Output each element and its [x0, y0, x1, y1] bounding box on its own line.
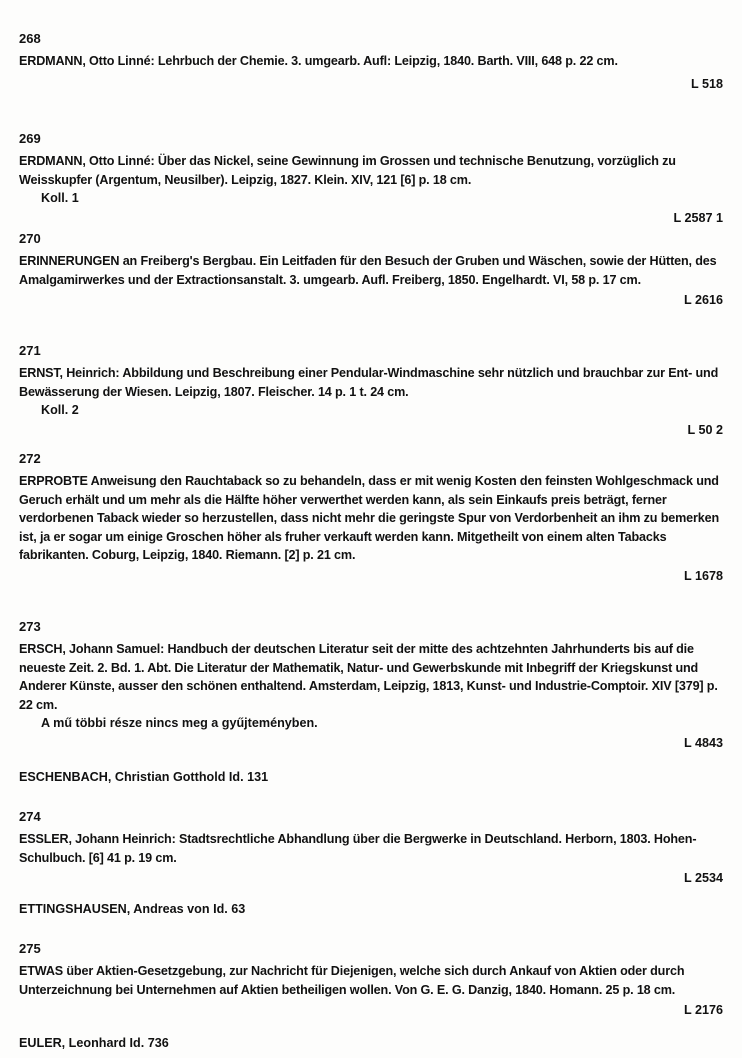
entry-text: ETWAS über Aktien-Gesetzgebung, zur Nachricht für Diejenigen, welche sich durch Ankauf von Aktien oder durch Unterzeichnung bei Unternehmen auf Aktien betheiligen wollen. Von G. E. G. Danzig, 1840. Homann. 25 p. 18 cm.: [19, 964, 685, 997]
cross-reference: [19, 900, 727, 940]
entry-text: ERSCH, Johann Samuel: Handbuch der deutschen Literatur seit der mitte des achtzehnten Jahrhunderts bis auf die neueste Zeit. 2. Bd. 1. Abt. Die Literatur der Mathematik, Natur- und Gewerbskunde mit Inbegriff der Kriegskunst und Anderer Künste, ausser den schönen enthaltend. Amsterdam, Leipzig, 1813, Kunst- und Industrie-Comptoir. XIV [379] p. 22 cm.: [19, 642, 718, 712]
catalog-entry: [19, 342, 727, 450]
entry-text: ERINNERUNGEN an Freiberg's Bergbau. Ein Leitfaden für den Besuch der Gruben und Wäschen, sowie der Hütten, des Amalgamirwerkes und der Extractionsanstalt. 3. umgearb. Aufl. Freiberg, 1850. Engelhardt. VI, 58 p. 17 cm.: [19, 254, 717, 287]
entry-note: Koll. 1: [41, 191, 79, 205]
shelfmark: L 2587 1: [673, 211, 723, 225]
catalog-entry: [19, 230, 727, 342]
catalog-entry: [19, 940, 727, 1034]
shelfmark: L 2176: [684, 1003, 723, 1017]
entry-note: Koll. 2: [41, 403, 79, 417]
shelfmark: L 4843: [684, 736, 723, 750]
entry-number: 268: [19, 31, 41, 46]
catalog-entry: [19, 130, 727, 228]
entry-text: ERPROBTE Anweisung den Rauchtaback so zu behandeln, dass er mit wenig Kosten den feinsten Wohlgeschmack und Geruch erhält und um mehr als die Hälfte höher verwerthet werden kann, als sein Einkaufs preis beträgt, ferner verdorbenen Taback wieder so herzustellen, dass nicht mehr die geringste Spur von Verdorbenheit an ihm zu bemerken ist, ja er sogar um einige Groschen höher als fruher verkauft werden kann. Mitgetheilt von einem alten Tabacks fabrikanten. Coburg, Leipzig, 1840. Riemann. [2] p. 21 cm.: [19, 474, 719, 562]
shelfmark: L 2534: [684, 871, 723, 885]
catalog-entry: [19, 808, 727, 900]
shelfmark: L 50 2: [687, 423, 723, 437]
entry-number: 272: [19, 451, 41, 466]
catalog-column: [19, 30, 727, 1056]
cross-reference: [19, 1034, 727, 1056]
entry-number: 271: [19, 343, 41, 358]
catalog-entry: [19, 450, 727, 618]
entry-number: 275: [19, 941, 41, 956]
entry-note: A mű többi része nincs meg a gyűjteményben.: [41, 716, 318, 730]
shelfmark: L 2616: [684, 293, 723, 307]
entry-number: 274: [19, 809, 41, 824]
entry-number: 273: [19, 619, 41, 634]
catalog-entry: [19, 618, 727, 764]
shelfmark: L 1678: [684, 568, 723, 583]
cross-reference-text: ESCHENBACH, Christian Gotthold Id. 131: [19, 770, 269, 784]
entry-number: 270: [19, 231, 41, 246]
shelfmark: L 518: [691, 76, 723, 91]
entry-text: ERDMANN, Otto Linné: Über das Nickel, seine Gewinnung im Grossen und technische Benutzung, vorzüglich zu Weisskupfer (Argentum, Neusilber). Leipzig, 1827. Klein. XIV, 121 [6] p. 18 cm.: [19, 154, 676, 187]
cross-reference-text: ETTINGSHAUSEN, Andreas von Id. 63: [19, 902, 246, 916]
entry-text: ERDMANN, Otto Linné: Lehrbuch der Chemie. 3. umgearb. Aufl: Leipzig, 1840. Barth. VIII, 648 p. 22 cm.: [19, 54, 618, 68]
entry-number: 269: [19, 131, 41, 146]
catalog-entry: [19, 30, 727, 126]
entry-text: ESSLER, Johann Heinrich: Stadtsrechtliche Abhandlung über die Bergwerke in Deutschland. Herborn, 1803. Hohen-Schulbuch. [6] 41 p. 19 cm.: [19, 832, 697, 865]
cross-reference: [19, 768, 727, 808]
cross-reference-text: EULER, Leonhard Id. 736: [19, 1036, 169, 1050]
entry-text: ERNST, Heinrich: Abbildung und Beschreibung einer Pendular-Windmaschine sehr nützlich und brauchbar zur Ent- und Bewässerung der Wiesen. Leipzig, 1807. Fleischer. 14 p. 1 t. 24 cm.: [19, 366, 719, 399]
